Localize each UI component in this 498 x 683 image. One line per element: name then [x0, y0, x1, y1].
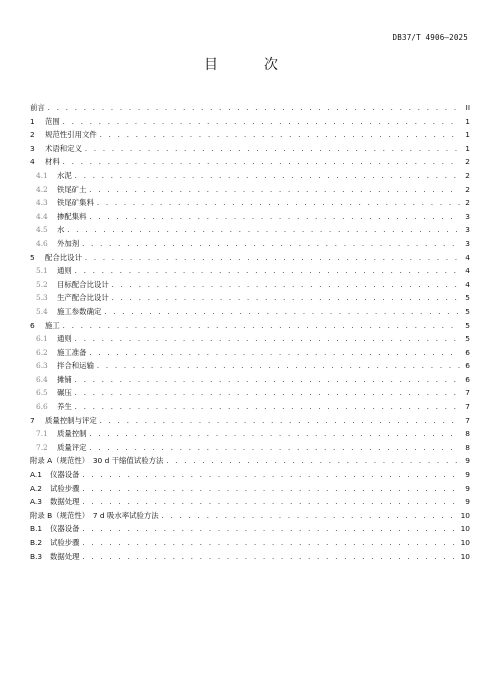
toc-entry-title: 试验步骤: [50, 483, 80, 493]
toc-entry-number: 7.1: [36, 429, 48, 439]
toc-entry-number: 6.5: [36, 388, 48, 398]
toc-entry[interactable]: [30, 115, 470, 129]
toc-entry-page: 4: [465, 266, 470, 276]
dot-leader: [62, 156, 460, 170]
toc-entry[interactable]: [30, 536, 470, 550]
toc-entry-number: A.3: [30, 497, 42, 507]
toc-entry-number: A.1: [30, 470, 42, 480]
toc-entry[interactable]: [30, 169, 470, 183]
toc-entry-title: 通则: [57, 334, 72, 344]
toc-entry-page: 9: [465, 497, 470, 507]
toc-entry-page: 10: [460, 551, 470, 561]
toc-entry-page: 6: [465, 374, 470, 384]
toc-entry-page: 9: [465, 483, 470, 493]
toc-entry-title: 配合比设计: [45, 252, 82, 262]
toc-entry[interactable]: [30, 128, 470, 142]
toc-entry-page: 2: [465, 157, 470, 167]
toc-entry-number: 4.3: [36, 198, 48, 208]
toc-entry-title: 数据处理: [50, 497, 80, 507]
dot-leader: [84, 143, 460, 157]
toc-entry-page: 8: [465, 442, 470, 452]
toc-entry[interactable]: [30, 305, 470, 319]
toc-entry-title: 养生: [57, 402, 72, 412]
toc-entry-number: 4.5: [36, 225, 48, 235]
toc-entry-page: 1: [465, 143, 470, 153]
toc-entry-page: 2: [465, 184, 470, 194]
toc-entry-title: 施工准备: [57, 347, 87, 357]
toc-entry-page: 3: [465, 225, 470, 235]
toc-entry-title: 数据处理: [50, 551, 80, 561]
toc-entry-number: 5.3: [36, 293, 48, 303]
dot-leader: [89, 211, 460, 225]
dot-leader: [89, 347, 460, 361]
toc-entry-title: 规范性引用文件: [45, 130, 97, 140]
toc-entry[interactable]: [30, 319, 470, 333]
toc-entry-page: 9: [465, 470, 470, 480]
toc-entry[interactable]: [30, 482, 470, 496]
dot-leader: [82, 523, 459, 537]
dot-leader: [96, 197, 460, 211]
dot-leader: [74, 333, 460, 347]
dot-leader: [99, 415, 460, 429]
toc-entry-page: 10: [460, 538, 470, 547]
toc-entry[interactable]: [30, 400, 470, 414]
toc-entry[interactable]: [30, 278, 470, 292]
toc-entry-number: 6.6: [36, 402, 48, 412]
dot-leader: [89, 184, 460, 198]
toc-entry[interactable]: [30, 210, 470, 224]
toc-entry-title: 施工: [45, 320, 60, 330]
dot-leader: [111, 292, 460, 306]
toc-entry-number: 4.6: [36, 238, 48, 248]
toc-entry-page: 9: [465, 456, 470, 466]
toc-entry-title: 铁尾矿土: [57, 184, 87, 194]
toc-entry[interactable]: [30, 386, 470, 400]
toc-entry-number: B.2: [30, 538, 43, 547]
toc-entry[interactable]: [30, 550, 470, 564]
toc-entry-page: 4: [465, 252, 470, 262]
toc-entry-page: II: [465, 103, 470, 112]
toc-entry-number: 7.2: [36, 442, 48, 452]
toc-entry-number: 4: [30, 157, 35, 167]
toc-entry-number: A.2: [30, 483, 42, 493]
toc-entry-page: 1: [465, 116, 470, 126]
toc-entry[interactable]: [30, 454, 470, 468]
dot-leader: [74, 265, 460, 279]
toc-entry-number: 6.1: [36, 334, 48, 344]
toc-entry[interactable]: [30, 509, 470, 523]
toc-entry-title: 仪器设备: [50, 470, 80, 480]
toc-entry-title: 附录 B（规范性） 7 d 吸水率试验方法: [30, 510, 159, 520]
toc-entry-page: 5: [465, 293, 470, 303]
toc-entry-title: 试验步骤: [50, 538, 80, 547]
toc-entry-title: 范围: [45, 116, 60, 126]
dot-leader: [82, 469, 460, 483]
toc-entry-title: 质量控制: [57, 429, 87, 439]
toc-entry-number: B.1: [30, 524, 43, 534]
toc-entry-number: 6: [30, 320, 35, 330]
toc-entry[interactable]: [30, 441, 470, 455]
toc-entry[interactable]: [30, 183, 470, 197]
dot-leader: [74, 170, 460, 184]
toc-entry-page: 7: [465, 415, 470, 425]
toc-entry-number: 6.3: [36, 361, 48, 371]
toc-entry-title: 质量评定: [57, 442, 87, 452]
toc-entry[interactable]: [30, 414, 470, 428]
toc-entry-number: 1: [30, 116, 35, 126]
toc-entry-page: 4: [465, 279, 470, 289]
toc-entry[interactable]: [30, 264, 470, 278]
toc-entry-title: 术语和定义: [45, 143, 82, 153]
toc-entry-number: 5.4: [36, 306, 48, 316]
toc-entry[interactable]: [30, 101, 470, 115]
toc-entry-title: 质量控制与评定: [45, 415, 97, 425]
dot-leader: [82, 483, 460, 497]
toc-entry-number: 4.4: [36, 211, 48, 221]
toc-entry[interactable]: [30, 468, 470, 482]
toc-entry-title: 仪器设备: [50, 524, 80, 534]
toc-entry-title: 拌合和运输: [57, 361, 94, 371]
toc-entry-number: B.3: [30, 551, 43, 561]
toc-entry-title: 掺配集料: [57, 211, 87, 221]
toc-entry-page: 1: [465, 130, 470, 140]
toc-entry-number: 7: [30, 415, 35, 425]
toc-entry-number: 6.4: [36, 374, 48, 384]
toc-entry-number: 3: [30, 143, 35, 153]
toc-entry[interactable]: [30, 427, 470, 441]
dot-leader: [62, 116, 460, 130]
toc-entry-page: 6: [465, 347, 470, 357]
toc-entry[interactable]: [30, 346, 470, 360]
toc-entry[interactable]: [30, 332, 470, 346]
dot-leader: [103, 306, 460, 320]
dot-leader: [82, 551, 459, 565]
dot-leader: [74, 387, 460, 401]
toc-entry[interactable]: [30, 196, 470, 210]
toc-entry-page: 5: [465, 334, 470, 344]
document-code: DB37/T 4906—2025: [392, 33, 468, 42]
toc-entry-page: 5: [465, 306, 470, 316]
dot-leader: [82, 496, 460, 510]
dot-leader: [81, 238, 460, 252]
dot-leader: [84, 252, 460, 266]
toc-entry-page: 7: [465, 388, 470, 398]
toc-entry-title: 生产配合比设计: [57, 293, 109, 303]
dot-leader: [96, 360, 460, 374]
toc-entry-title: 材料: [45, 157, 60, 167]
toc-entry-title: 附录 A（规范性） 30 d 干缩值试验方法: [30, 456, 164, 466]
toc-entry[interactable]: [30, 142, 470, 156]
toc-entry-title: 通则: [57, 266, 72, 276]
dot-leader: [74, 401, 460, 415]
dot-leader: [47, 102, 460, 116]
dot-leader: [161, 510, 459, 524]
toc-entry[interactable]: [30, 373, 470, 387]
dot-leader: [74, 374, 460, 388]
toc-entry-title: 水: [57, 225, 65, 235]
dot-leader: [111, 279, 460, 293]
dot-leader: [62, 320, 460, 334]
toc-entry-page: 10: [460, 524, 470, 534]
dot-leader: [66, 224, 460, 238]
dot-leader: [99, 129, 460, 143]
toc-entry-number: 4.1: [36, 170, 48, 180]
toc-entry-page: 7: [465, 402, 470, 412]
toc-entry[interactable]: [30, 155, 470, 169]
dot-leader: [165, 455, 460, 469]
toc-entry-page: 3: [465, 238, 470, 248]
dot-leader: [82, 537, 459, 551]
toc-entry-title: 外加剂: [57, 238, 80, 248]
toc-entry-page: 6: [465, 361, 470, 371]
table-of-contents: [30, 101, 470, 563]
toc-entry-number: 5.2: [36, 279, 48, 289]
toc-entry-page: 5: [465, 320, 470, 330]
toc-entry[interactable]: [30, 359, 470, 373]
dot-leader: [89, 428, 460, 442]
toc-entry-number: 6.2: [36, 347, 48, 357]
toc-entry-number: 5: [30, 252, 35, 262]
toc-entry-number: 2: [30, 130, 35, 140]
toc-entry-number: 5.1: [36, 266, 48, 276]
toc-entry-title: 前言: [30, 103, 45, 112]
toc-entry[interactable]: [30, 237, 470, 251]
toc-entry-page: 3: [465, 211, 470, 221]
toc-entry[interactable]: [30, 223, 470, 237]
dot-leader: [89, 442, 460, 456]
toc-title: 目 次: [204, 57, 294, 73]
toc-entry-title: 碾压: [57, 388, 72, 398]
toc-entry-page: 10: [460, 510, 470, 520]
toc-entry-title: 铁尾矿集料: [57, 198, 94, 208]
toc-entry-title: 水泥: [57, 170, 72, 180]
toc-entry-page: 2: [465, 198, 470, 208]
toc-entry[interactable]: [30, 522, 470, 536]
toc-entry-page: 8: [465, 429, 470, 439]
toc-entry-title: 目标配合比设计: [57, 279, 109, 289]
toc-entry-title: 施工参数确定: [57, 306, 102, 316]
toc-entry-page: 2: [465, 170, 470, 180]
toc-entry[interactable]: [30, 251, 470, 265]
toc-entry[interactable]: [30, 495, 470, 509]
toc-entry[interactable]: [30, 291, 470, 305]
toc-entry-title: 摊铺: [57, 374, 72, 384]
toc-entry-number: 4.2: [36, 184, 48, 194]
